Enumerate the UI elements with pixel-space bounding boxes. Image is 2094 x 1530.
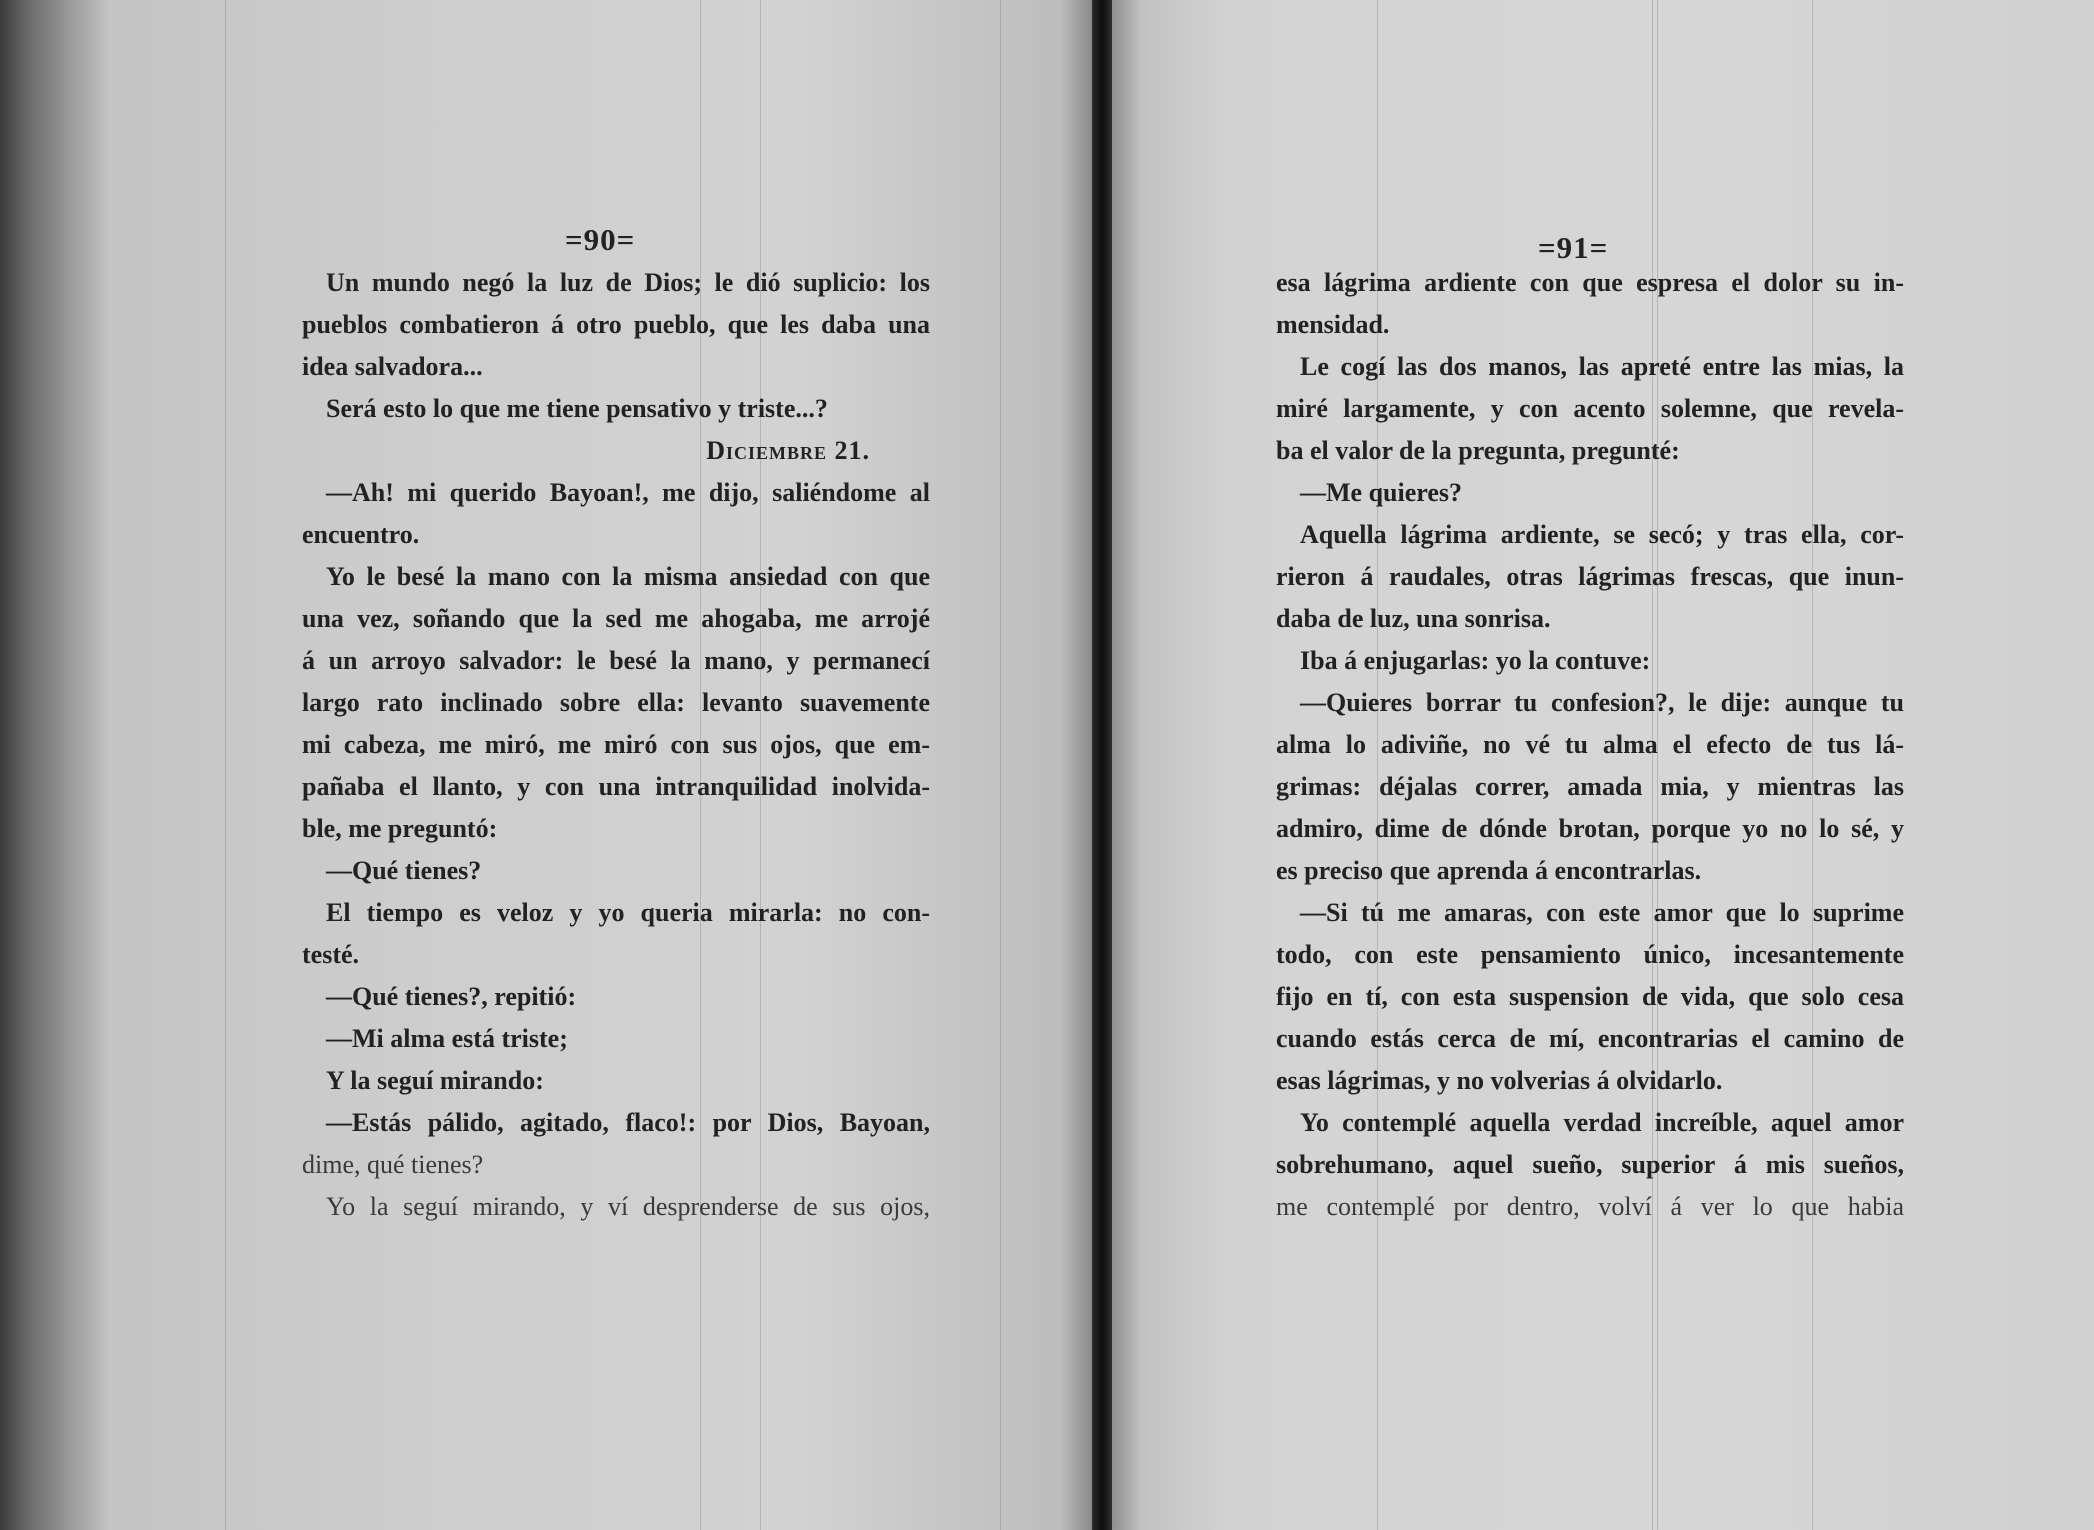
left-page-number: =90=: [565, 222, 636, 257]
text-line: Y la seguí mirando:: [326, 1066, 544, 1095]
text-line: grimas: déjalas correr, amada mia, y mientras las: [1276, 772, 1904, 801]
text-line: miré largamente, y con acento solemne, que revela-: [1276, 394, 1904, 423]
text-line: sobrehumano, aquel sueño, superior á mis sueños,: [1276, 1150, 1904, 1179]
text-line: mensidad.: [1276, 310, 1390, 339]
date-heading: Diciembre 21.: [706, 436, 870, 465]
right-page: [1112, 0, 2094, 1530]
text-line: esas lágrimas, y no volverias á olvidarlo.: [1276, 1066, 1723, 1095]
text-line: todo, con este pensamiento único, incesantemente: [1276, 940, 1904, 969]
text-line: ble, me preguntó:: [302, 814, 498, 843]
text-line: —Ah! mi querido Bayoan!, me dijo, saliéndome al: [326, 478, 930, 507]
text-line: —Mi alma está triste;: [326, 1024, 568, 1053]
right-page-number: =91=: [1538, 230, 1609, 265]
text-line: —Quieres borrar tu confesion?, le dije: aunque tu: [1300, 688, 1904, 717]
text-line: Será esto lo que me tiene pensativo y triste...?: [326, 394, 828, 423]
text-line: —Si tú me amaras, con este amor que lo suprime: [1300, 898, 1904, 927]
book-gutter: [1092, 0, 1112, 1530]
text-line: cuando estás cerca de mí, encontrarias el camino de: [1276, 1024, 1904, 1053]
text-line: Un mundo negó la luz de Dios; le dió suplicio: los: [326, 268, 930, 297]
text-line: alma lo adiviñe, no vé tu alma el efecto de tus lá-: [1276, 730, 1904, 759]
text-line: esa lágrima ardiente con que espresa el dolor su in-: [1276, 268, 1904, 297]
text-line: Yo le besé la mano con la misma ansiedad con que: [326, 562, 930, 591]
text-line: ba el valor de la pregunta, pregunté:: [1276, 436, 1680, 465]
text-line: fijo en tí, con esta suspension de vida, que solo cesa: [1276, 982, 1904, 1011]
text-line: Aquella lágrima ardiente, se secó; y tras ella, cor-: [1300, 520, 1904, 549]
left-page-text: [302, 262, 930, 1228]
text-line: me contemplé por dentro, volví á ver lo que habia: [1276, 1192, 1904, 1221]
text-line: es preciso que aprenda á encontrarlas.: [1276, 856, 1702, 885]
text-line: una vez, soñando que la sed me ahogaba, me arrojé: [302, 604, 930, 633]
text-line: mi cabeza, me miró, me miró con sus ojos, que em-: [302, 730, 930, 759]
text-line: á un arroyo salvador: le besé la mano, y permanecí: [302, 646, 930, 675]
text-line: —Me quieres?: [1300, 478, 1462, 507]
text-line: rieron á raudales, otras lágrimas frescas, que inun-: [1276, 562, 1904, 591]
text-line: idea salvadora...: [302, 352, 483, 381]
text-line: largo rato inclinado sobre ella: levanto suavemente: [302, 688, 930, 717]
text-line: Iba á enjugarlas: yo la contuve:: [1300, 646, 1651, 675]
text-line: admiro, dime de dónde brotan, porque yo no lo sé, y: [1276, 814, 1904, 843]
text-line: Yo contemplé aquella verdad increíble, aquel amor: [1300, 1108, 1904, 1137]
text-line: —Qué tienes?, repitió:: [326, 982, 577, 1011]
text-line: testé.: [302, 940, 360, 969]
text-line: —Qué tienes?: [326, 856, 482, 885]
text-line: dime, qué tienes?: [302, 1150, 484, 1179]
text-line: Le cogí las dos manos, las apreté entre las mias, la: [1300, 352, 1904, 381]
text-line: El tiempo es veloz y yo queria mirarla: no con-: [326, 898, 930, 927]
text-line: —Estás pálido, agitado, flaco!: por Dios, Bayoan,: [326, 1108, 930, 1137]
right-page-text: [1276, 262, 1904, 1228]
text-line: pueblos combatieron á otro pueblo, que les daba una: [302, 310, 930, 339]
text-line: daba de luz, una sonrisa.: [1276, 604, 1551, 633]
text-line: pañaba el llanto, y con una intranquilidad inolvida-: [302, 772, 930, 801]
text-line: encuentro.: [302, 520, 420, 549]
text-line: Yo la seguí mirando, y ví desprenderse de sus ojos,: [326, 1192, 930, 1221]
